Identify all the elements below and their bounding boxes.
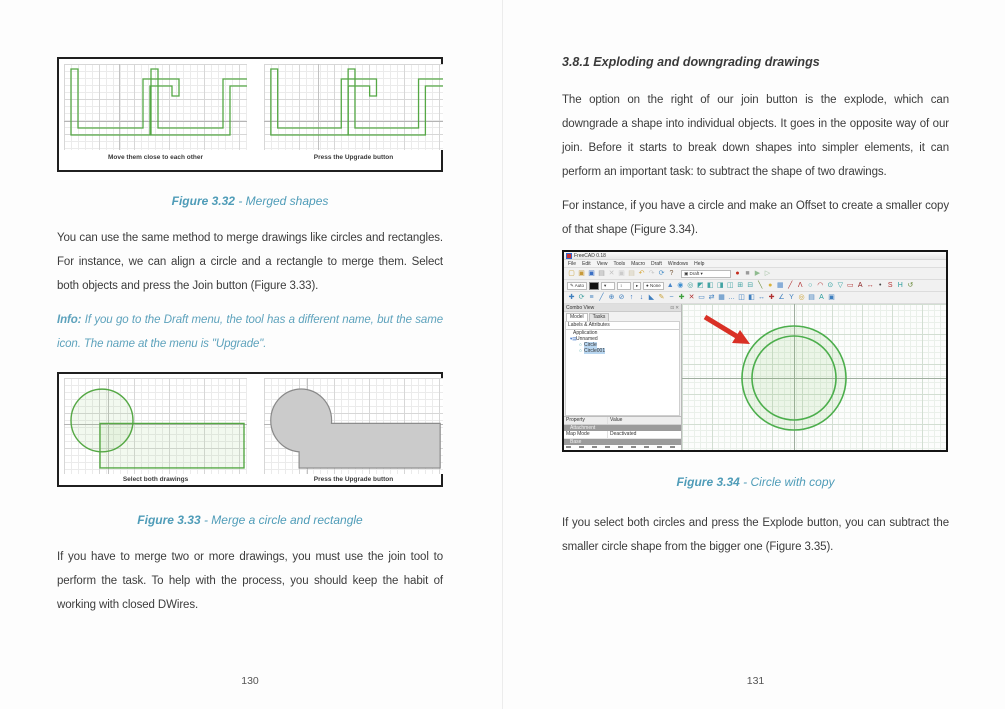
- rear-view-icon: ⊞: [737, 282, 744, 289]
- zoom-icon: ◉: [677, 282, 684, 289]
- save-icon: ▣: [588, 270, 595, 277]
- menu-windows: Windows: [667, 260, 689, 267]
- draft-arc-icon: ◠: [817, 282, 824, 289]
- draft-clone-icon: ↺: [907, 282, 914, 289]
- combo-view-tabs: [564, 312, 681, 321]
- path-array-icon: …: [728, 294, 735, 301]
- panel-caption: Select both drawings: [122, 476, 189, 483]
- new-file-icon: ▢: [568, 270, 575, 277]
- figure-3-32: [57, 57, 443, 172]
- property-panel: [564, 416, 681, 450]
- freecad-titlebar: [564, 252, 946, 260]
- macro-debug-icon: ▷: [764, 270, 771, 277]
- measure-icon: ╲: [758, 282, 763, 289]
- tree-application-label: Application: [573, 330, 598, 336]
- clone-tool-icon: ◫: [738, 294, 745, 301]
- panel-caption: Press the Upgrade button: [313, 154, 394, 161]
- snap-center-icon: ◎: [798, 294, 805, 301]
- figure-3-32-panel-right: [264, 64, 443, 150]
- slope-icon: ∠: [778, 294, 785, 301]
- menu-help: Help: [694, 260, 705, 267]
- freecad-toolbar-file: [564, 268, 946, 280]
- print-icon: ▤: [598, 270, 605, 277]
- open-file-icon: ▣: [578, 270, 585, 277]
- annotation-icon: A: [819, 294, 824, 301]
- downgrade-icon: ↓: [639, 294, 644, 301]
- freecad-app-icon: [566, 253, 572, 259]
- workbench-selector: ▣ Draft ▾: [681, 270, 731, 278]
- macro-stop-icon: ■: [745, 270, 750, 277]
- bottom-view-icon: ⊟: [747, 282, 754, 289]
- line-width-spinbox: ↕: [617, 282, 631, 290]
- draft-point-icon: •: [879, 282, 882, 289]
- construction-mode-button: ● None: [643, 282, 664, 290]
- upgrade-icon: ↑: [629, 294, 634, 301]
- snap-toggle-icon: ●: [768, 282, 773, 289]
- undo-icon: ↶: [638, 270, 645, 277]
- cut-icon: ✕: [608, 270, 615, 277]
- figure-3-33-caption-label: Figure 3.33: [137, 513, 201, 527]
- tree-document-label: Unnamed: [576, 336, 598, 342]
- figure-3-33-panel-right: [264, 378, 443, 474]
- menu-file: File: [568, 260, 577, 267]
- section-heading: 3.8.1 Exploding and downgrading drawings: [562, 55, 820, 69]
- property-row-map-mode: [564, 431, 681, 439]
- draft-text-icon: A: [857, 282, 863, 289]
- mirror-icon: ◧: [748, 294, 755, 301]
- draft-circles-drawing: [682, 304, 946, 450]
- property-row-partial: [564, 445, 681, 450]
- figure-3-33-panel-left: [64, 378, 247, 474]
- tree-item-circle-label: Circle: [584, 342, 597, 348]
- draft-wire-icon: Λ: [797, 282, 803, 289]
- draft-facebinder-icon: H: [897, 282, 903, 289]
- draft-bspline-icon: S: [887, 282, 893, 289]
- page-gutter: [502, 0, 503, 709]
- macro-record-icon: ●: [735, 270, 740, 277]
- tree-item-circle001-label: Circle001: [584, 348, 606, 354]
- line-style-spinbox: ▾: [601, 282, 615, 290]
- panel-caption: Move them close to each other: [108, 154, 203, 161]
- heal-icon: ✚: [768, 294, 775, 301]
- copy-icon: ▣: [618, 270, 625, 277]
- merged-shape-gray: [264, 378, 443, 474]
- property-group-base: Base: [564, 439, 681, 445]
- top-view-icon: ◨: [716, 282, 724, 289]
- freecad-window-title: FreeCAD 0.18: [574, 252, 606, 259]
- figure-3-34-caption-text: - Circle with copy: [739, 475, 835, 489]
- property-group-attachment: Attachment: [564, 425, 681, 431]
- draw-style-icon: ◎: [687, 282, 694, 289]
- trim-icon: ╱: [599, 294, 604, 301]
- join-icon: ⊕: [608, 294, 615, 301]
- draft-to-sketch-icon: ⇄: [708, 294, 715, 301]
- layer-icon: ▤: [808, 294, 815, 301]
- property-value: Deactivated: [610, 431, 637, 437]
- tree-document-icon: ▾▤: [570, 336, 577, 341]
- info-paragraph: [57, 308, 443, 356]
- model-tree: [565, 330, 680, 416]
- dock-close-icons: ⊡ ✕: [670, 304, 679, 310]
- figure-3-33: [57, 372, 443, 487]
- menu-draft: Draft: [651, 260, 662, 267]
- tree-item-circle-icon: ○: [579, 342, 582, 347]
- figure-3-32-caption: [57, 194, 443, 208]
- menu-tools: Tools: [613, 260, 626, 267]
- paragraph: For instance, if you have a circle and make an Offset to create a smaller copy of that shape (Figure 3.34).: [562, 200, 949, 236]
- staple-shapes-separate: [64, 64, 247, 150]
- line-color-swatch: [589, 282, 599, 290]
- freecad-toolbar-draft: [564, 280, 946, 292]
- redo-icon: ↷: [648, 270, 655, 277]
- red-arrow-annotation: [705, 317, 750, 344]
- paragraph: If you have to merge two or more drawings, you must use the join tool to perform the task. To help with the process, you should keep the habit of working with closed DWires.: [57, 551, 443, 611]
- figure-3-34-caption: [562, 475, 949, 489]
- circle-and-rectangle-green: [64, 378, 247, 474]
- combo-view-title: Combo View: [566, 304, 595, 311]
- axonometric-view-icon: ◩: [696, 282, 704, 289]
- info-label: Info:: [57, 314, 82, 326]
- working-plane-icon: ▦: [776, 282, 784, 289]
- freecad-screenshot: [562, 250, 948, 452]
- tree-item-circle001: [566, 348, 679, 354]
- paragraph: If you select both circles and press the Explode button, you can subtract the smaller circle shape from the bigger one (Figure 3.35).: [562, 517, 949, 553]
- stretch-icon: ↔: [758, 294, 765, 301]
- array-icon: ▦: [718, 294, 725, 301]
- right-view-icon: ◫: [726, 282, 734, 289]
- wp-proxy-icon: ▣: [828, 294, 835, 301]
- scale-icon: ◣: [648, 294, 655, 301]
- select-icon: ▲: [666, 282, 674, 289]
- page-number-right: 131: [746, 675, 765, 687]
- panel-caption: Press the Upgrade button: [313, 476, 394, 483]
- edit-icon: ✎: [658, 294, 665, 301]
- paragraph: You can use the same method to merge drawings like circles and rectangles. For instance, we can align a circle and a rectangle to merge them. Select both objects and press the Join button (Figure 3.33).: [57, 232, 443, 292]
- offset-icon: ≡: [589, 294, 594, 301]
- figure-3-33-caption-text: - Merge a circle and rectangle: [200, 513, 363, 527]
- draft-circle-icon: ○: [808, 282, 813, 289]
- whats-this-icon: ?: [669, 270, 674, 277]
- tree-item-circle001-icon: ○: [579, 348, 582, 353]
- figure-3-32-caption-label: Figure 3.32: [171, 194, 235, 208]
- draft-polygon-icon: ▽: [837, 282, 843, 289]
- paragraph: The option on the right of our join button is the explode, which can downgrade a shape into individual objects. It goes in the opposite way of our join. Before it starts to break down shapes into simpler elements, it can perform an important task: to subtract the shape of two drawings.: [562, 94, 949, 178]
- freecad-toolbar-modify: [564, 292, 946, 304]
- page-number-left: 130: [241, 675, 259, 687]
- figure-3-33-caption: [57, 513, 443, 527]
- wire-to-bspline-icon: ~: [669, 294, 674, 301]
- auto-button: ✎ Auto: [567, 282, 587, 290]
- property-column: Property: [564, 417, 608, 424]
- value-column: Value: [610, 417, 623, 423]
- figure-3-32-caption-text: - Merged shapes: [234, 194, 329, 208]
- tab-tasks: Tasks: [589, 313, 610, 321]
- move-icon: ✚: [568, 294, 575, 301]
- tab-model: Model: [566, 313, 588, 321]
- property-name: Map Mode: [564, 431, 608, 438]
- freecad-3d-view: [682, 304, 946, 450]
- freecad-menubar: [564, 260, 946, 268]
- draft-line-icon: ╱: [788, 282, 793, 289]
- apply-style-button: ▸: [633, 282, 641, 290]
- labels-attributes-header: Labels & Attributes: [565, 321, 680, 330]
- delete-point-icon: ✕: [688, 294, 695, 301]
- paste-icon: ▤: [628, 270, 635, 277]
- freecad-combo-view: [564, 304, 682, 450]
- menu-edit: Edit: [582, 260, 591, 267]
- split-icon: ⊘: [618, 294, 625, 301]
- figure-3-34-caption-label: Figure 3.34: [676, 475, 740, 489]
- staple-shapes-merged: [264, 64, 443, 150]
- menu-macro: Macro: [631, 260, 646, 267]
- front-view-icon: ◧: [706, 282, 714, 289]
- menu-view: View: [596, 260, 608, 267]
- property-panel-header: [564, 417, 681, 425]
- draft-ellipse-icon: ⊙: [827, 282, 834, 289]
- info-text: If you go to the Draft menu, the tool has a different name, but the same icon. The name at the menu is "Upgrade".: [57, 314, 443, 350]
- figure-3-32-panel-left: [64, 64, 247, 150]
- add-point-icon: ✚: [678, 294, 685, 301]
- draft-rectangle-icon: ▭: [846, 282, 854, 289]
- draft-dimension-icon: ↔: [866, 282, 874, 289]
- macro-play-icon: ▶: [754, 270, 761, 277]
- rotate-icon: ⟳: [578, 294, 585, 301]
- label-icon: Y: [789, 294, 794, 301]
- refresh-icon: ⟳: [658, 270, 665, 277]
- shape-2d-view-icon: ▭: [698, 294, 705, 301]
